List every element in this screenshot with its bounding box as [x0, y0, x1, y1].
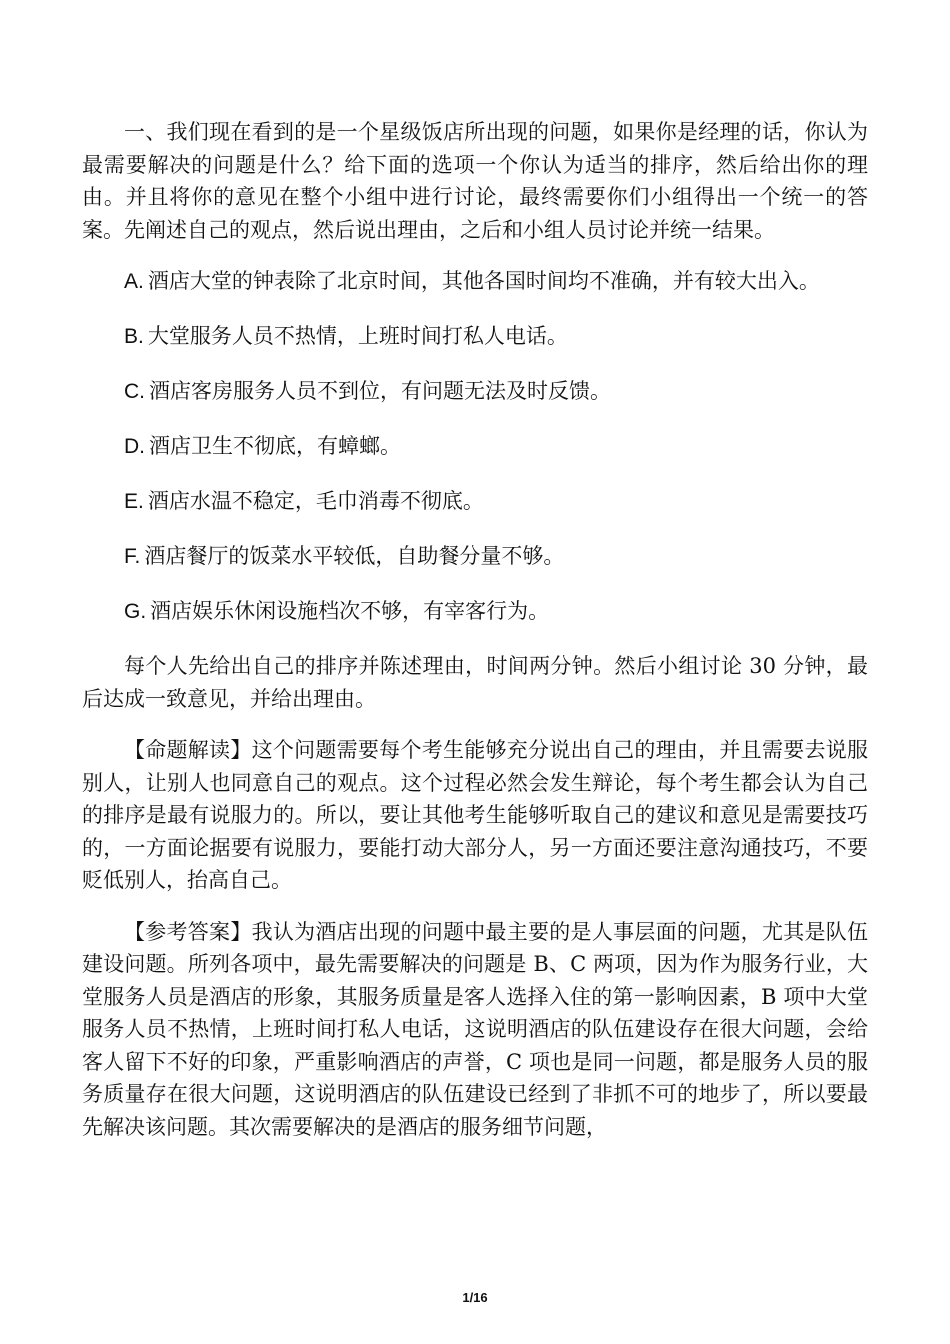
- option-text: 酒店水温不稳定，毛巾消毒不彻底。: [147, 489, 484, 513]
- option-e: [82, 485, 868, 518]
- option-g: [82, 595, 868, 628]
- option-letter: E.: [124, 490, 144, 513]
- option-letter: A.: [124, 270, 144, 293]
- option-letter: G.: [124, 600, 147, 623]
- question-intro: 一、我们现在看到的是一个星级饭店所出现的问题，如果你是经理的话，你认为最需要解决的问题是什么？给下面的选项一个你认为适当的排序，然后给出你的理由。并且将你的意见在整个小组中进行讨论，最终需要你们小组得出一个统一的答案。先阐述自己的观点，然后说出理由，之后和小组人员讨论并统一结果。: [82, 120, 868, 242]
- option-b: [82, 320, 868, 353]
- option-d: [82, 430, 868, 463]
- instruction-paragraph: 每个人先给出自己的排序并陈述理由，时间两分钟。然后小组讨论 30 分钟，最后达成一致意见，并给出理由。: [82, 654, 868, 711]
- option-text: 酒店餐厅的饭菜水平较低，自助餐分量不够。: [144, 544, 565, 568]
- page-number: 1/16: [462, 1290, 488, 1305]
- option-letter: D.: [124, 435, 145, 458]
- option-list: [82, 265, 868, 628]
- option-text: 酒店客房服务人员不到位，有问题无法及时反馈。: [149, 379, 611, 403]
- document-page: [82, 116, 868, 1162]
- option-text: 酒店娱乐休闲设施档次不够，有宰客行为。: [150, 599, 550, 623]
- option-letter: C.: [124, 380, 145, 403]
- option-a: [82, 265, 868, 298]
- option-letter: F.: [124, 545, 141, 568]
- option-letter: B.: [124, 325, 144, 348]
- option-c: [82, 375, 868, 408]
- interpretation-paragraph: 【命题解读】这个问题需要每个考生能够充分说出自己的理由，并且需要去说服别人，让别人也同意自己的观点。这个过程必然会发生辩论，每个考生都会认为自己的排序是最有说服力的。所以，要让其他考生能够听取自己的建议和意见是需要技巧的，一方面论据要有说服力，要能打动大部分人，另一方面还要注意沟通技巧，不要贬低别人，抬高自己。: [82, 738, 868, 892]
- option-text: 酒店大堂的钟表除了北京时间，其他各国时间均不准确，并有较大出入。: [147, 269, 820, 293]
- option-text: 酒店卫生不彻底，有蟑螂。: [149, 434, 401, 458]
- option-f: [82, 540, 868, 573]
- answer-paragraph: 【参考答案】我认为酒店出现的问题中最主要的是人事层面的问题，尤其是队伍建设问题。所列各项中，最先需要解决的问题是 B、C 两项，因为作为服务行业，大堂服务人员是酒店的形象，其服务质量是客人选择入住的第一影响因素，B 项中大堂服务人员不热情，上班时间打私人电话，这说明酒店的队伍建设存在很大问题，会给客人留下不好的印象，严重影响酒店的声誉，C 项也是同一问题，都是服务人员的服务质量存在很大问题，这说明酒店的队伍建设已经到了非抓不可的地步了，所以要最先解决该问题。其次需要解决的是酒店的服务细节问题，: [82, 919, 868, 1139]
- option-text: 大堂服务人员不热情，上班时间打私人电话。: [147, 324, 568, 348]
